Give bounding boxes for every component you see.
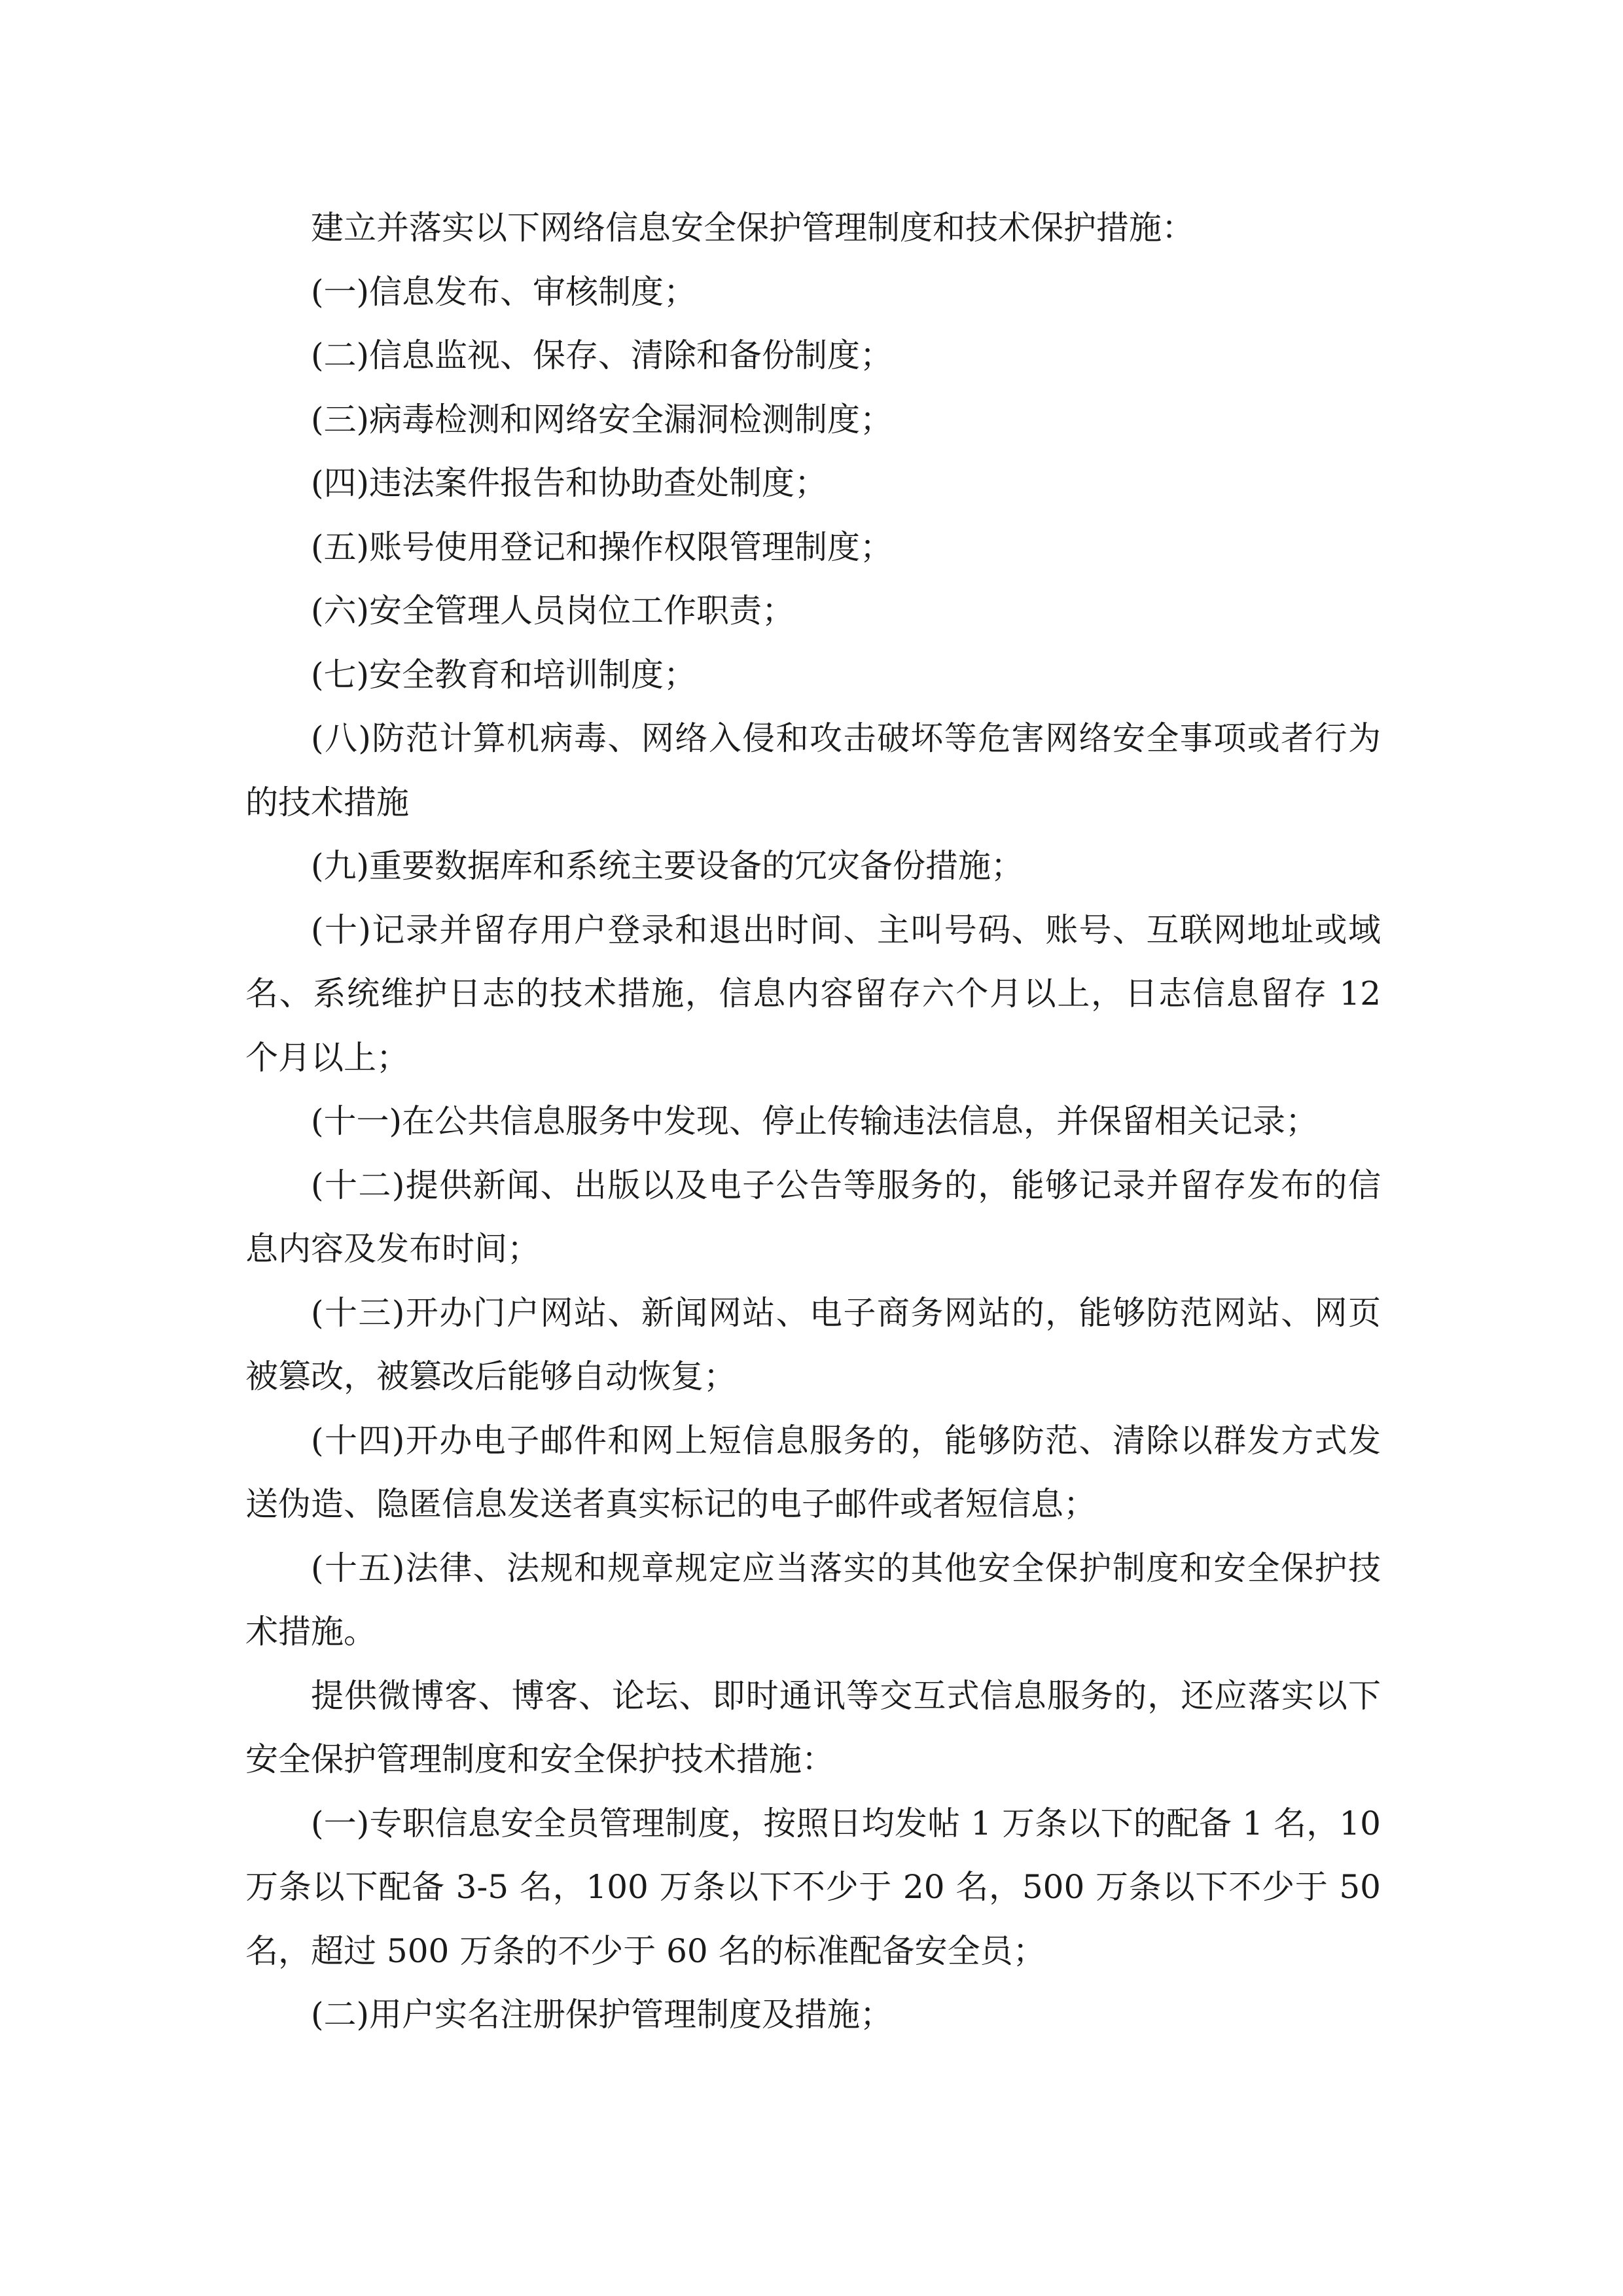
intro-paragraph: 建立并落实以下网络信息安全保护管理制度和技术保护措施： xyxy=(311,209,1194,247)
list-item: (八)防范计算机病毒、网络入侵和攻击破坏等危害网络安全事项或者行为的技术措施 xyxy=(245,719,1381,821)
section-paragraph: 提供微博客、博客、论坛、即时通讯等交互式信息服务的，还应落实以下安全保护管理制度和安全保护技术措施： xyxy=(245,1676,1381,1778)
list-item: (十二)提供新闻、出版以及电子公告等服务的，能够记录并留存发布的信息内容及发布时间； xyxy=(245,1166,1381,1268)
list-item: (十一)在公共信息服务中发现、停止传输违法信息，并保留相关记录； xyxy=(311,1102,1319,1140)
list-item: (九)重要数据库和系统主要设备的冗灾备份措施； xyxy=(311,847,1024,885)
list-item: (七)安全教育和培训制度； xyxy=(311,655,697,694)
list-item: (二)信息监视、保存、清除和备份制度； xyxy=(311,336,893,374)
document-body xyxy=(245,196,1381,2047)
list-item: (六)安全管理人员岗位工作职责； xyxy=(311,592,795,630)
list-item: (三)病毒检测和网络安全漏洞检测制度； xyxy=(311,400,893,439)
list-item: (十五)法律、法规和规章规定应当落实的其他安全保护制度和安全保护技术措施。 xyxy=(245,1549,1381,1651)
list-item: (五)账号使用登记和操作权限管理制度； xyxy=(311,528,893,566)
list-item: (十三)开办门户网站、新闻网站、电子商务网站的，能够防范网站、网页被篡改，被篡改后能够自动恢复； xyxy=(245,1293,1381,1395)
list-item: (十四)开办电子邮件和网上短信息服务的，能够防范、清除以群发方式发送伪造、隐匿信息发送者真实标记的电子邮件或者短信息； xyxy=(245,1421,1381,1523)
list-item: (二)用户实名注册保护管理制度及措施； xyxy=(311,1996,893,2034)
list-item: (十)记录并留存用户登录和退出时间、主叫号码、账号、互联网地址或域名、系统维护日志的技术措施，信息内容留存六个月以上，日志信息留存 12 个月以上； xyxy=(245,910,1381,1077)
list-item: (一)信息发布、审核制度； xyxy=(311,272,697,311)
list-item: (四)违法案件报告和协助查处制度； xyxy=(311,464,828,502)
list-item: (一)专职信息安全员管理制度，按照日均发帖 1 万条以下的配备 1 名，10 万条以下配备 3-5 名，100 万条以下不少于 20 名，500 万条以下不少于 50 名，超过 500 万条的不少于 60 名的标准配备安全员； xyxy=(245,1804,1381,1970)
